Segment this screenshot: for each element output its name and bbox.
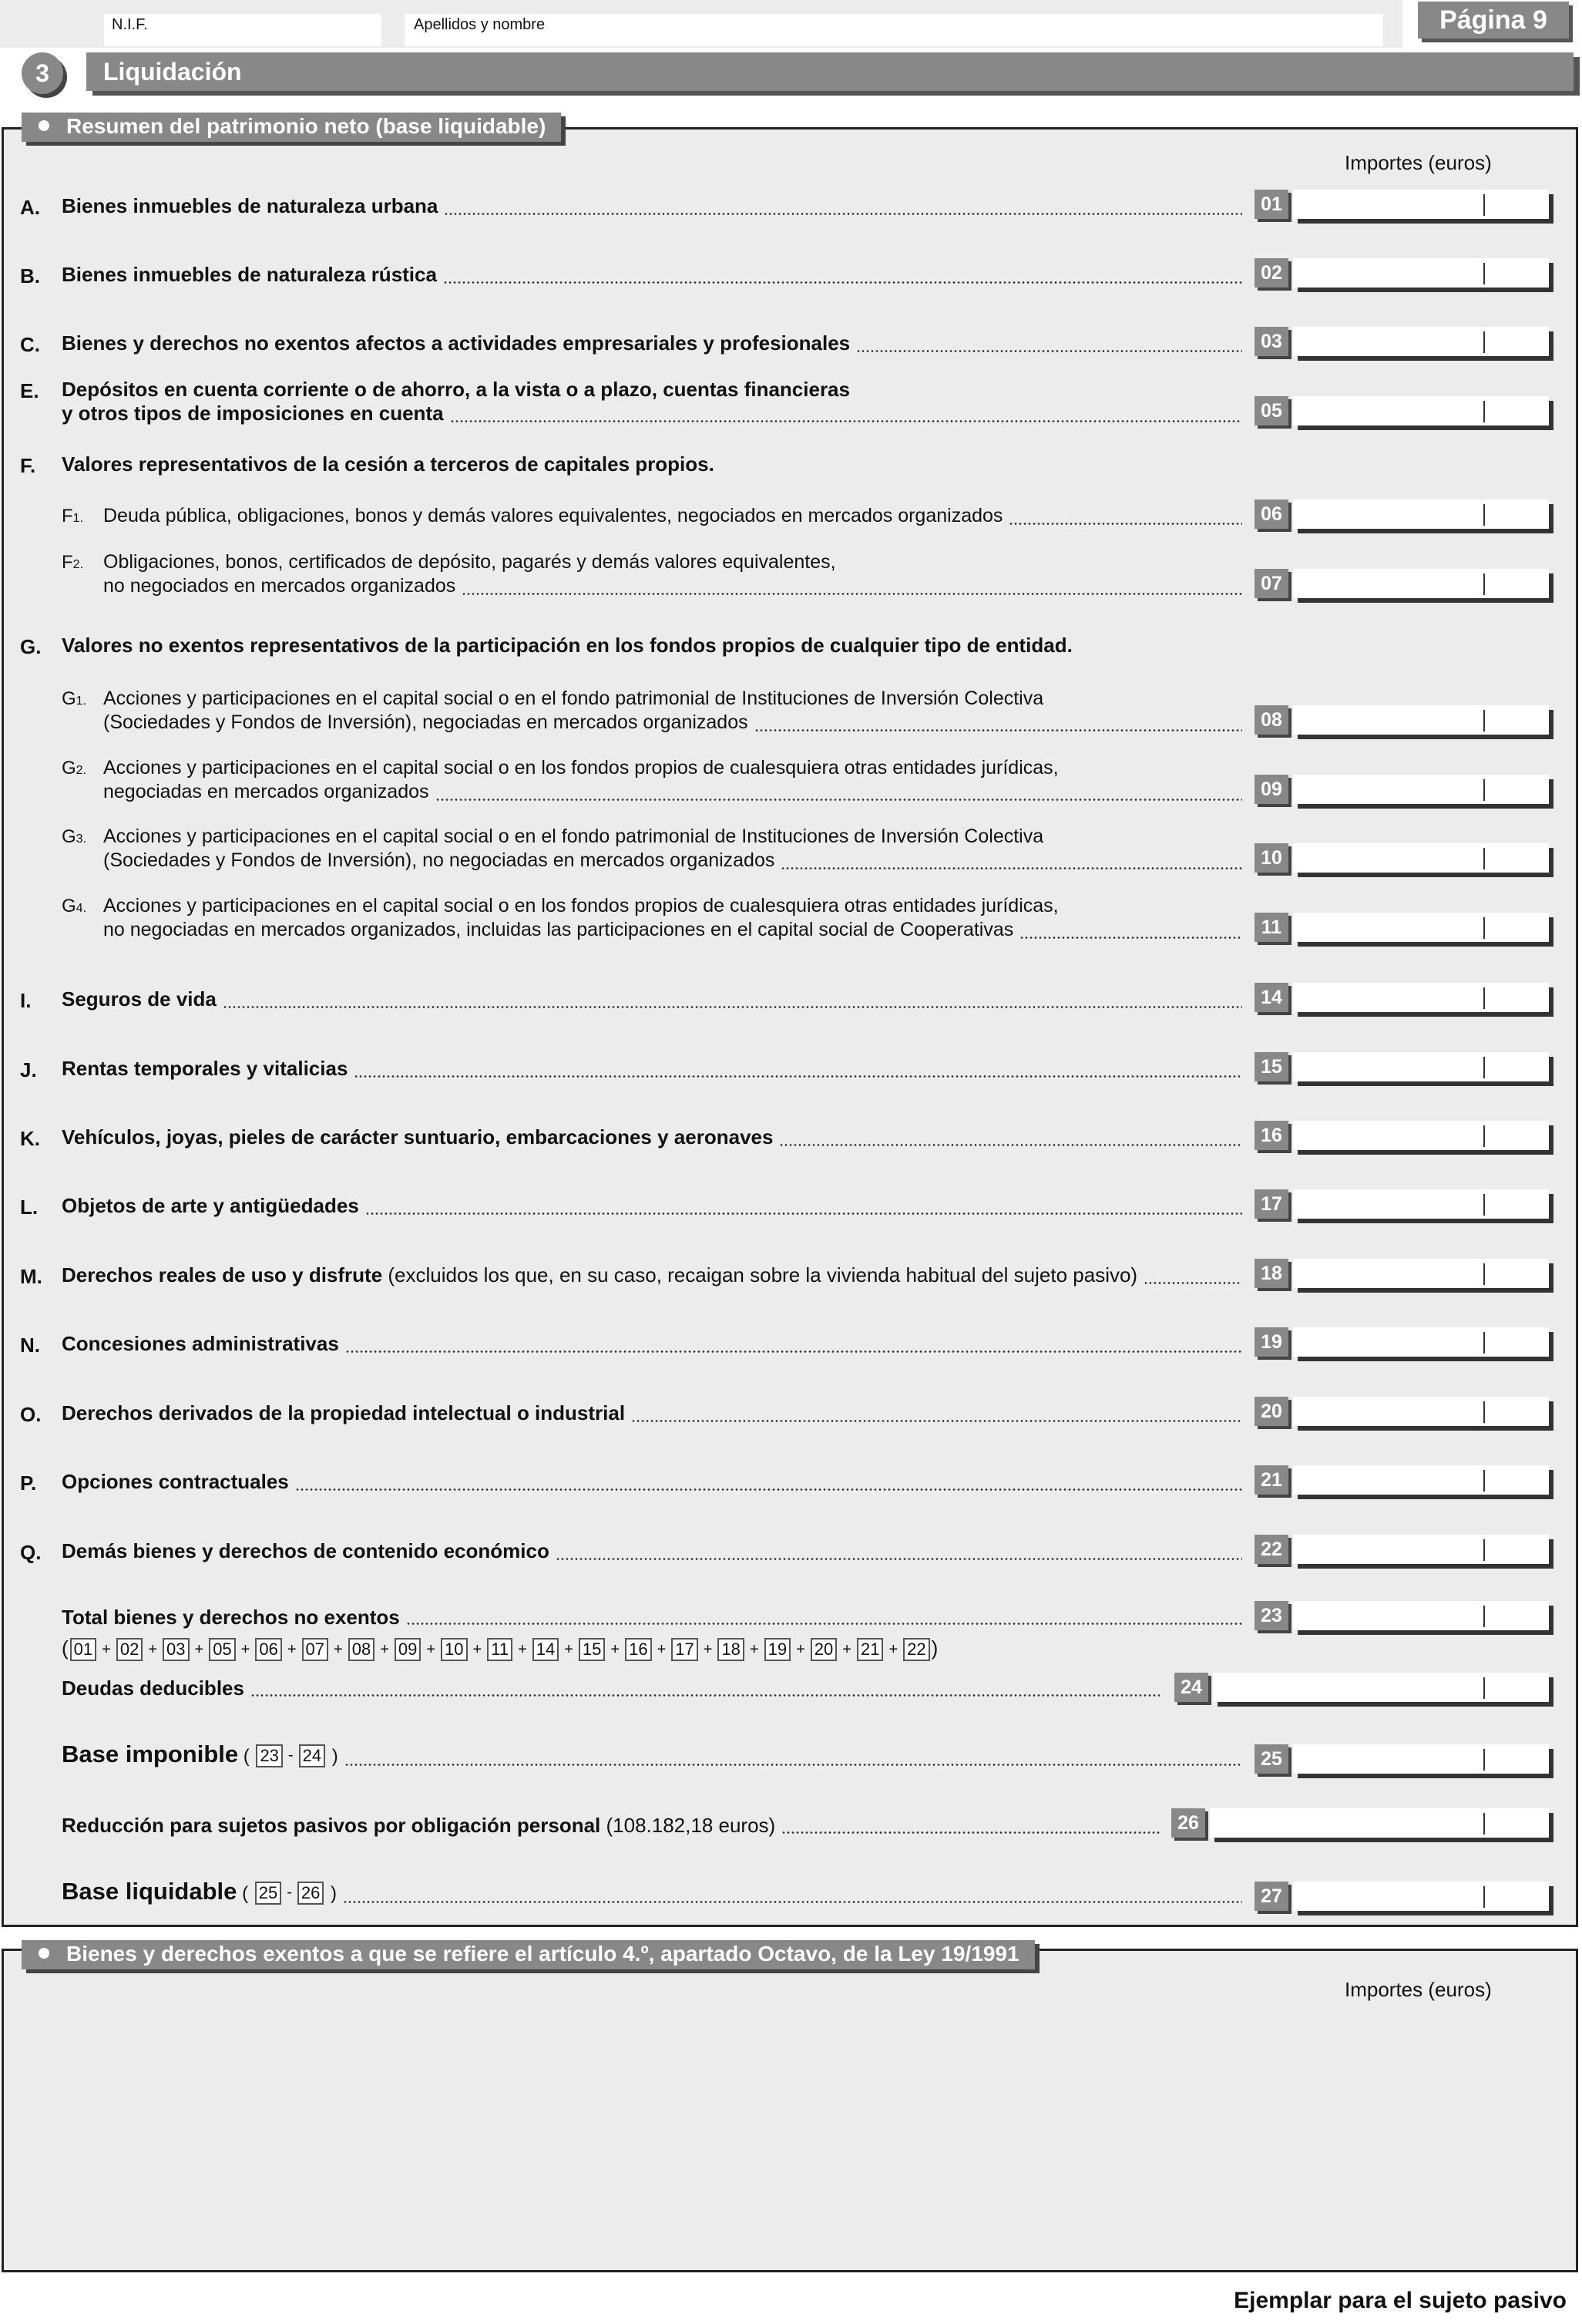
row-label: Demás bienes y derechos de contenido económico (62, 1539, 549, 1562)
reduccion-label (62, 1814, 775, 1838)
formula-box: 15 (579, 1638, 605, 1661)
leader-dots (1144, 1282, 1242, 1284)
row-label: Bienes inmuebles de naturaleza urbana (62, 194, 438, 217)
reduccion-title: Reducción para sujetos pasivos por obligación personal (62, 1814, 601, 1837)
formula-box: 06 (255, 1638, 281, 1661)
amount-field-05[interactable] (1293, 396, 1549, 425)
nif-label: N.I.F. (112, 16, 148, 33)
formula-box: 24 (299, 1744, 325, 1767)
row-letter-K: K. (20, 1127, 40, 1150)
amount-field-01[interactable] (1293, 190, 1549, 219)
formula-box: 01 (70, 1638, 96, 1661)
plus-sign: + (842, 1640, 851, 1658)
row-letter-P: P. (20, 1471, 37, 1495)
paren: ) (325, 1883, 338, 1904)
plus-sign: + (148, 1640, 158, 1658)
row-label: Derechos reales de uso y disfrute (62, 1263, 383, 1286)
amount-field-18[interactable] (1293, 1259, 1549, 1288)
leader-dots (781, 1831, 1160, 1834)
amount-field-20[interactable] (1293, 1397, 1549, 1426)
name-label: Apellidos y nombre (414, 16, 546, 33)
reduccion-note: (108.182,18 euros) (600, 1814, 776, 1837)
leader-dots (556, 1558, 1242, 1560)
formula-box: 08 (348, 1638, 375, 1661)
plus-sign: + (334, 1640, 343, 1658)
row-letter-F: F. (20, 454, 36, 477)
cents-divider (1483, 779, 1485, 801)
cents-divider (1483, 1677, 1485, 1699)
base-title: Base liquidable (62, 1878, 237, 1905)
row-text-O (62, 1401, 625, 1425)
cents-divider (1483, 1886, 1485, 1908)
leader-dots (295, 1488, 1242, 1491)
box-code-22: 22 (1255, 1535, 1288, 1564)
row-letter-O: O. (20, 1403, 42, 1426)
plus-sign: + (518, 1640, 527, 1658)
plus-sign: + (287, 1640, 297, 1658)
amount-field-16[interactable] (1293, 1121, 1549, 1150)
row-label: Objetos de arte y antigüedades (62, 1194, 359, 1217)
formula-box: 07 (302, 1638, 328, 1661)
row-heading-G: Valores no exentos representativos de la participación en los fondos propios de cualquier tipo de entidad. (62, 634, 1073, 657)
row-letter-B: B. (20, 264, 40, 288)
box-code-19: 19 (1255, 1327, 1288, 1357)
row-letter-G: G. (20, 635, 42, 658)
name-field[interactable] (405, 14, 1383, 46)
plus-sign: + (610, 1640, 620, 1658)
amount-field-19[interactable] (1293, 1327, 1549, 1357)
plus-sign: + (749, 1640, 759, 1658)
box-code-15: 15 (1255, 1052, 1288, 1081)
formula-box: 16 (625, 1638, 651, 1661)
sub-letter: F (62, 552, 73, 573)
leader-dots (462, 593, 1242, 595)
formula-box: 17 (671, 1638, 697, 1661)
row-label: Seguros de vida (62, 987, 217, 1011)
amount-field-25[interactable] (1293, 1744, 1549, 1774)
formula-box: 05 (209, 1638, 235, 1661)
paren: ( (238, 1746, 255, 1767)
cents-divider (1483, 401, 1485, 422)
plus-sign: + (472, 1640, 482, 1658)
row-label: Rentas temporales y vitalicias (62, 1057, 348, 1080)
row-letter-Q: Q. (20, 1541, 42, 1564)
formula-box: 22 (903, 1638, 929, 1661)
box-code-23: 23 (1255, 1601, 1288, 1630)
sub-index: 2. (76, 764, 87, 777)
sub-index: 4. (76, 902, 87, 915)
leader-dots (631, 1420, 1242, 1422)
row-letter-J: J. (20, 1058, 37, 1081)
row-text-N (62, 1332, 339, 1356)
amount-field-14[interactable] (1293, 983, 1549, 1012)
row-letter-C: C. (20, 333, 40, 356)
subrow-text2-G3: (Sociedades y Fondos de Inversión), no negociadas en mercados organizados (103, 849, 775, 871)
total-formula (62, 1636, 938, 1662)
formula-box: 25 (255, 1882, 281, 1905)
leader-dots (754, 729, 1242, 732)
cents-divider (1483, 1332, 1485, 1354)
box-code-05: 05 (1255, 396, 1288, 425)
cents-divider (1483, 917, 1485, 939)
formula-box: 10 (441, 1638, 467, 1661)
leader-dots (781, 867, 1242, 869)
leader-dots (444, 213, 1242, 215)
leader-dots (406, 1623, 1242, 1625)
row-label: Bienes inmuebles de naturaleza rústica (62, 263, 437, 286)
row-text-M (62, 1263, 1137, 1287)
panel-net-worth-title (22, 113, 561, 142)
cents-divider (1483, 1606, 1485, 1627)
footer-note: Ejemplar para el sujeto pasivo (1234, 2288, 1567, 2313)
cents-divider (1483, 504, 1485, 526)
cents-divider (1483, 1749, 1485, 1771)
paren: ) (327, 1746, 338, 1767)
amount-field-26[interactable] (1210, 1808, 1549, 1838)
sub-index: 3. (76, 832, 87, 846)
panel-title-text: Bienes y derechos exentos a que se refiere el artículo 4.º, apartado Octavo, de la Ley 19/1991 (66, 1942, 1019, 1966)
cents-divider (1483, 331, 1485, 353)
cents-divider (1483, 1194, 1485, 1216)
cents-divider (1483, 573, 1485, 595)
paren-close: ) (931, 1636, 939, 1660)
box-code-24: 24 (1174, 1673, 1208, 1702)
row-text-P (62, 1470, 289, 1494)
leader-dots (1019, 937, 1242, 939)
subrow-text-F1: Deuda pública, obligaciones, bonos y demás valores equivalentes, negociados en mercados organizados (103, 505, 1003, 526)
subrow-text2-F2: no negociados en mercados organizados (103, 575, 456, 597)
subrow-text2-G1: (Sociedades y Fondos de Inversión), negociadas en mercados organizados (103, 711, 748, 733)
row-text2-E: y otros tipos de imposiciones en cuenta (62, 402, 444, 425)
row-letter-M: M. (20, 1265, 42, 1288)
amount-field-21[interactable] (1293, 1465, 1549, 1495)
amount-field-27[interactable] (1293, 1882, 1549, 1911)
box-code-14: 14 (1255, 983, 1288, 1012)
row-text-J (62, 1057, 348, 1081)
box-code-03: 03 (1255, 327, 1288, 356)
row-heading-F: Valores representativos de la cesión a terceros de capitales propios. (62, 452, 714, 476)
row-label: Opciones contractuales (62, 1470, 289, 1493)
row-letter-I: I. (20, 989, 32, 1012)
cents-divider (1483, 1057, 1485, 1078)
formula-box: 11 (487, 1638, 512, 1661)
sub-index: 1. (72, 512, 84, 525)
row-text-L (62, 1194, 359, 1218)
section-number: 3 (22, 52, 63, 94)
box-code-20: 20 (1255, 1397, 1288, 1426)
row-text1-E: Depósitos en cuenta corriente o de ahorro, a la vista o a plazo, cuentas financieras (62, 378, 850, 401)
leader-dots (365, 1212, 1242, 1215)
leader-dots (450, 420, 1242, 422)
plus-sign: + (102, 1640, 111, 1658)
plus-sign: + (240, 1640, 250, 1658)
formula-box: 02 (116, 1638, 143, 1661)
subrow-text1-F2: Obligaciones, bonos, certificados de depósito, pagarés y demás valores equivalentes, (103, 551, 836, 573)
box-code-26: 26 (1171, 1808, 1205, 1838)
plus-sign: + (380, 1640, 389, 1658)
subrow-label-G1 (62, 688, 86, 710)
formula-box: 26 (297, 1882, 324, 1905)
sub-letter: G (62, 826, 76, 847)
leader-dots (354, 1075, 1242, 1078)
row-note: (excluidos los que, en su caso, recaigan sobre la vivienda habitual del sujeto pasivo) (382, 1263, 1138, 1286)
amount-field-23[interactable] (1293, 1601, 1549, 1630)
formula-box: 03 (163, 1638, 189, 1661)
amount-field-09[interactable] (1293, 775, 1549, 804)
box-code-09: 09 (1255, 775, 1288, 804)
section-title: Liquidación (86, 52, 1574, 91)
box-code-27: 27 (1255, 1882, 1288, 1911)
subrow-text2-G4: no negociadas en mercados organizados, incluidas las participaciones en el capital social de Cooperativas (103, 919, 1014, 940)
deudas-label: Deudas deducibles (62, 1677, 244, 1700)
row-letter-A: A. (20, 196, 40, 219)
amounts-label: Importes (euros) (1345, 151, 1492, 174)
leader-dots (779, 1144, 1242, 1146)
box-code-25: 25 (1255, 1744, 1288, 1774)
bullet-icon (39, 1948, 49, 1959)
leader-dots (250, 1694, 1160, 1697)
plus-sign: + (703, 1640, 713, 1658)
row-text-C (62, 331, 850, 355)
formula-box: 23 (256, 1744, 282, 1767)
base_imponible-label (62, 1742, 338, 1768)
cents-divider (1483, 263, 1485, 284)
amount-field-24[interactable] (1213, 1673, 1549, 1702)
amount-field-03[interactable] (1293, 327, 1549, 356)
amount-field-08[interactable] (1293, 705, 1549, 735)
cents-divider (1483, 1813, 1485, 1835)
cents-divider (1483, 848, 1485, 869)
row-letter-N: N. (20, 1334, 40, 1357)
leader-dots (344, 1764, 1242, 1766)
bullet-icon (39, 120, 49, 131)
box-code-08: 08 (1255, 705, 1288, 735)
subrow-label-F1 (62, 506, 83, 527)
plus-sign: + (564, 1640, 573, 1658)
amount-field-17[interactable] (1293, 1189, 1549, 1219)
row-text-B (62, 263, 437, 287)
cents-divider (1483, 1539, 1485, 1561)
subrow-text1-G4: Acciones y participaciones en el capital social o en los fondos propios de cualesquiera otras entidades jurídicas, (103, 895, 1059, 916)
leader-dots (343, 1901, 1242, 1903)
formula-box: 14 (532, 1638, 559, 1661)
page-number: Página 9 (1418, 2, 1569, 39)
box-code-11: 11 (1255, 913, 1288, 942)
leader-dots (223, 1006, 1242, 1008)
minus-sign: - (287, 1747, 294, 1764)
amounts-label-2: Importes (euros) (1345, 1978, 1492, 2001)
subrow-text1-G2: Acciones y participaciones en el capital social o en los fondos propios de cualesquiera otras entidades jurídicas, (103, 757, 1059, 779)
plus-sign: + (888, 1640, 898, 1658)
row-text-K (62, 1125, 773, 1149)
paren: ( (237, 1883, 254, 1904)
plus-sign: + (194, 1640, 204, 1658)
cents-divider (1483, 1263, 1485, 1285)
row-letter-E: E. (20, 379, 39, 402)
box-code-10: 10 (1255, 843, 1288, 873)
formula-box: 20 (811, 1638, 837, 1661)
plus-sign: + (657, 1640, 667, 1658)
box-code-18: 18 (1255, 1259, 1288, 1288)
sub-letter: F (62, 506, 73, 526)
row-text-Q (62, 1539, 549, 1563)
cents-divider (1483, 194, 1485, 216)
amount-field-06[interactable] (1293, 499, 1549, 529)
cents-divider (1483, 1401, 1485, 1423)
subrow-label-F2 (62, 552, 83, 573)
plus-sign: + (796, 1640, 805, 1658)
sub-index: 1. (76, 695, 87, 708)
leader-dots (856, 350, 1242, 352)
panel-exempt (2, 1949, 1578, 2272)
leader-dots (443, 281, 1242, 284)
amount-field-07[interactable] (1293, 569, 1549, 598)
leader-dots (1009, 523, 1242, 525)
base-title: Base imponible (62, 1740, 239, 1767)
leader-dots (435, 799, 1242, 801)
paren-open: ( (62, 1636, 69, 1660)
minus-sign: - (287, 1884, 292, 1902)
cents-divider (1483, 987, 1485, 1009)
plus-sign: + (426, 1640, 436, 1658)
sub-letter: G (62, 758, 76, 779)
base_liquidable-label (62, 1879, 337, 1905)
row-label: Bienes y derechos no exentos afectos a actividades empresariales y profesionales (62, 331, 851, 355)
formula-box: 09 (395, 1638, 421, 1661)
box-code-17: 17 (1255, 1189, 1288, 1219)
subrow-text1-G3: Acciones y participaciones en el capital social o en el fondo patrimonial de Instituciones de Inversión Colectiva (103, 826, 1044, 847)
amount-field-02[interactable] (1293, 258, 1549, 288)
amount-field-22[interactable] (1293, 1535, 1549, 1564)
formula-box: 18 (717, 1638, 744, 1661)
box-code-06: 06 (1255, 499, 1288, 529)
box-code-16: 16 (1255, 1121, 1288, 1150)
sub-letter: G (62, 896, 76, 916)
row-letter-L: L. (20, 1196, 39, 1219)
cents-divider (1483, 1470, 1485, 1492)
subrow-label-G2 (62, 758, 86, 779)
cents-divider (1483, 710, 1485, 732)
subrow-text1-G1: Acciones y participaciones en el capital social o en el fondo patrimonial de Instituciones de Inversión Colectiva (103, 688, 1044, 709)
row-label: Concesiones administrativas (62, 1332, 339, 1355)
box-code-01: 01 (1255, 190, 1288, 219)
row-text-I (62, 987, 217, 1011)
sub-index: 2. (72, 558, 84, 571)
subrow-label-G3 (62, 826, 86, 848)
amount-field-10[interactable] (1293, 843, 1549, 873)
formula-box: 21 (857, 1638, 883, 1661)
cents-divider (1483, 1125, 1485, 1147)
subrow-text2-G2: negociadas en mercados organizados (103, 781, 429, 802)
row-text-A (62, 194, 438, 218)
row-label: Vehículos, joyas, pieles de carácter suntuario, embarcaciones y aeronaves (62, 1125, 774, 1149)
box-code-02: 02 (1255, 258, 1288, 288)
amount-field-15[interactable] (1293, 1052, 1549, 1081)
panel-title-text: Resumen del patrimonio neto (base liquidable) (66, 114, 546, 138)
sub-letter: G (62, 688, 76, 709)
total-label: Total bienes y derechos no exentos (62, 1606, 400, 1629)
row-label: Derechos derivados de la propiedad intelectual o industrial (62, 1401, 626, 1424)
amount-field-11[interactable] (1293, 913, 1549, 942)
subrow-label-G4 (62, 896, 86, 917)
formula-box: 19 (764, 1638, 791, 1661)
box-code-07: 07 (1255, 569, 1288, 598)
box-code-21: 21 (1255, 1465, 1288, 1495)
panel-exempt-title (22, 1940, 1035, 1969)
nif-field[interactable] (104, 14, 381, 46)
leader-dots (345, 1350, 1242, 1353)
